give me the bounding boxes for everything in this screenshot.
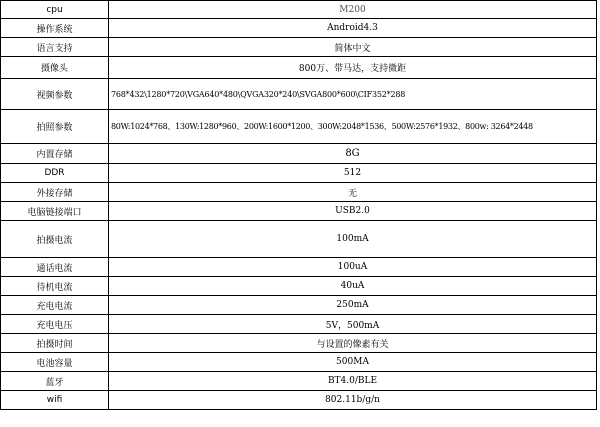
row-label-video: 视频参数 (1, 79, 109, 110)
row-label-battery: 电池容量 (1, 353, 109, 372)
row-value-os: Android4.3 (109, 19, 597, 38)
row-label-shooting-time: 拍摄时间 (1, 334, 109, 353)
row-value-shooting-time: 与设置的像素有关 (109, 334, 597, 353)
table-row (1, 57, 597, 79)
row-label-call-current: 通话电流 (1, 258, 109, 277)
row-label-wifi: wifi (1, 391, 109, 410)
table-row (1, 334, 597, 353)
table-row (1, 353, 597, 372)
row-value-battery: 500MA (109, 353, 597, 372)
row-value-pc-port: USB2.0 (109, 202, 597, 221)
row-label-ddr: DDR (1, 164, 109, 183)
row-label-pc-port: 电脑链接端口 (1, 202, 109, 221)
row-label-os: 操作系统 (1, 19, 109, 38)
row-label-cpu: cpu (1, 1, 109, 19)
row-value-storage: 8G (109, 144, 597, 164)
table-row (1, 202, 597, 221)
row-value-call-current: 100uA (109, 258, 597, 277)
row-value-photo: 80W:1024*768、130W:1280*960、200W:1600*1200、300W:2048*1536、500W:2576*1932、800w: 3264*2448 (109, 110, 597, 144)
table-row (1, 315, 597, 334)
table-row (1, 391, 597, 410)
table-row (1, 296, 597, 315)
row-value-charge-voltage: 5V，500mA (109, 315, 597, 334)
row-value-standby-current: 40uA (109, 277, 597, 296)
row-label-language: 语言支持 (1, 38, 109, 57)
row-value-wifi: 802.11b/g/n (109, 391, 597, 410)
row-value-shooting-current: 100mA (109, 221, 597, 258)
table-row (1, 183, 597, 202)
row-value-camera: 800万、带马达，支持微距 (109, 57, 597, 79)
table-row (1, 38, 597, 57)
row-label-storage: 内置存储 (1, 144, 109, 164)
row-label-charge-voltage: 充电电压 (1, 315, 109, 334)
row-value-language: 简体中文 (109, 38, 597, 57)
row-label-bluetooth: 蓝牙 (1, 372, 109, 391)
row-label-photo: 拍照参数 (1, 110, 109, 144)
row-value-charge-current: 250mA (109, 296, 597, 315)
row-value-ddr: 512 (109, 164, 597, 183)
table-row (1, 277, 597, 296)
table-row (1, 1, 597, 19)
row-value-external-storage: 无 (109, 183, 597, 202)
table-row (1, 144, 597, 164)
table-row (1, 221, 597, 258)
row-value-cpu: M200 (109, 1, 597, 19)
table-row (1, 79, 597, 110)
row-label-standby-current: 待机电流 (1, 277, 109, 296)
table-row (1, 110, 597, 144)
table-row (1, 164, 597, 183)
row-label-external-storage: 外接存储 (1, 183, 109, 202)
row-value-bluetooth: BT4.0/BLE (109, 372, 597, 391)
table-row (1, 372, 597, 391)
table-row (1, 258, 597, 277)
row-value-video: 768*432\1280*720\VGA640*480\QVGA320*240\SVGA800*600\CIF352*288 (109, 79, 597, 110)
table-row (1, 19, 597, 38)
row-label-camera: 摄像头 (1, 57, 109, 79)
row-label-shooting-current: 拍摄电流 (1, 221, 109, 258)
row-label-charge-current: 充电电流 (1, 296, 109, 315)
